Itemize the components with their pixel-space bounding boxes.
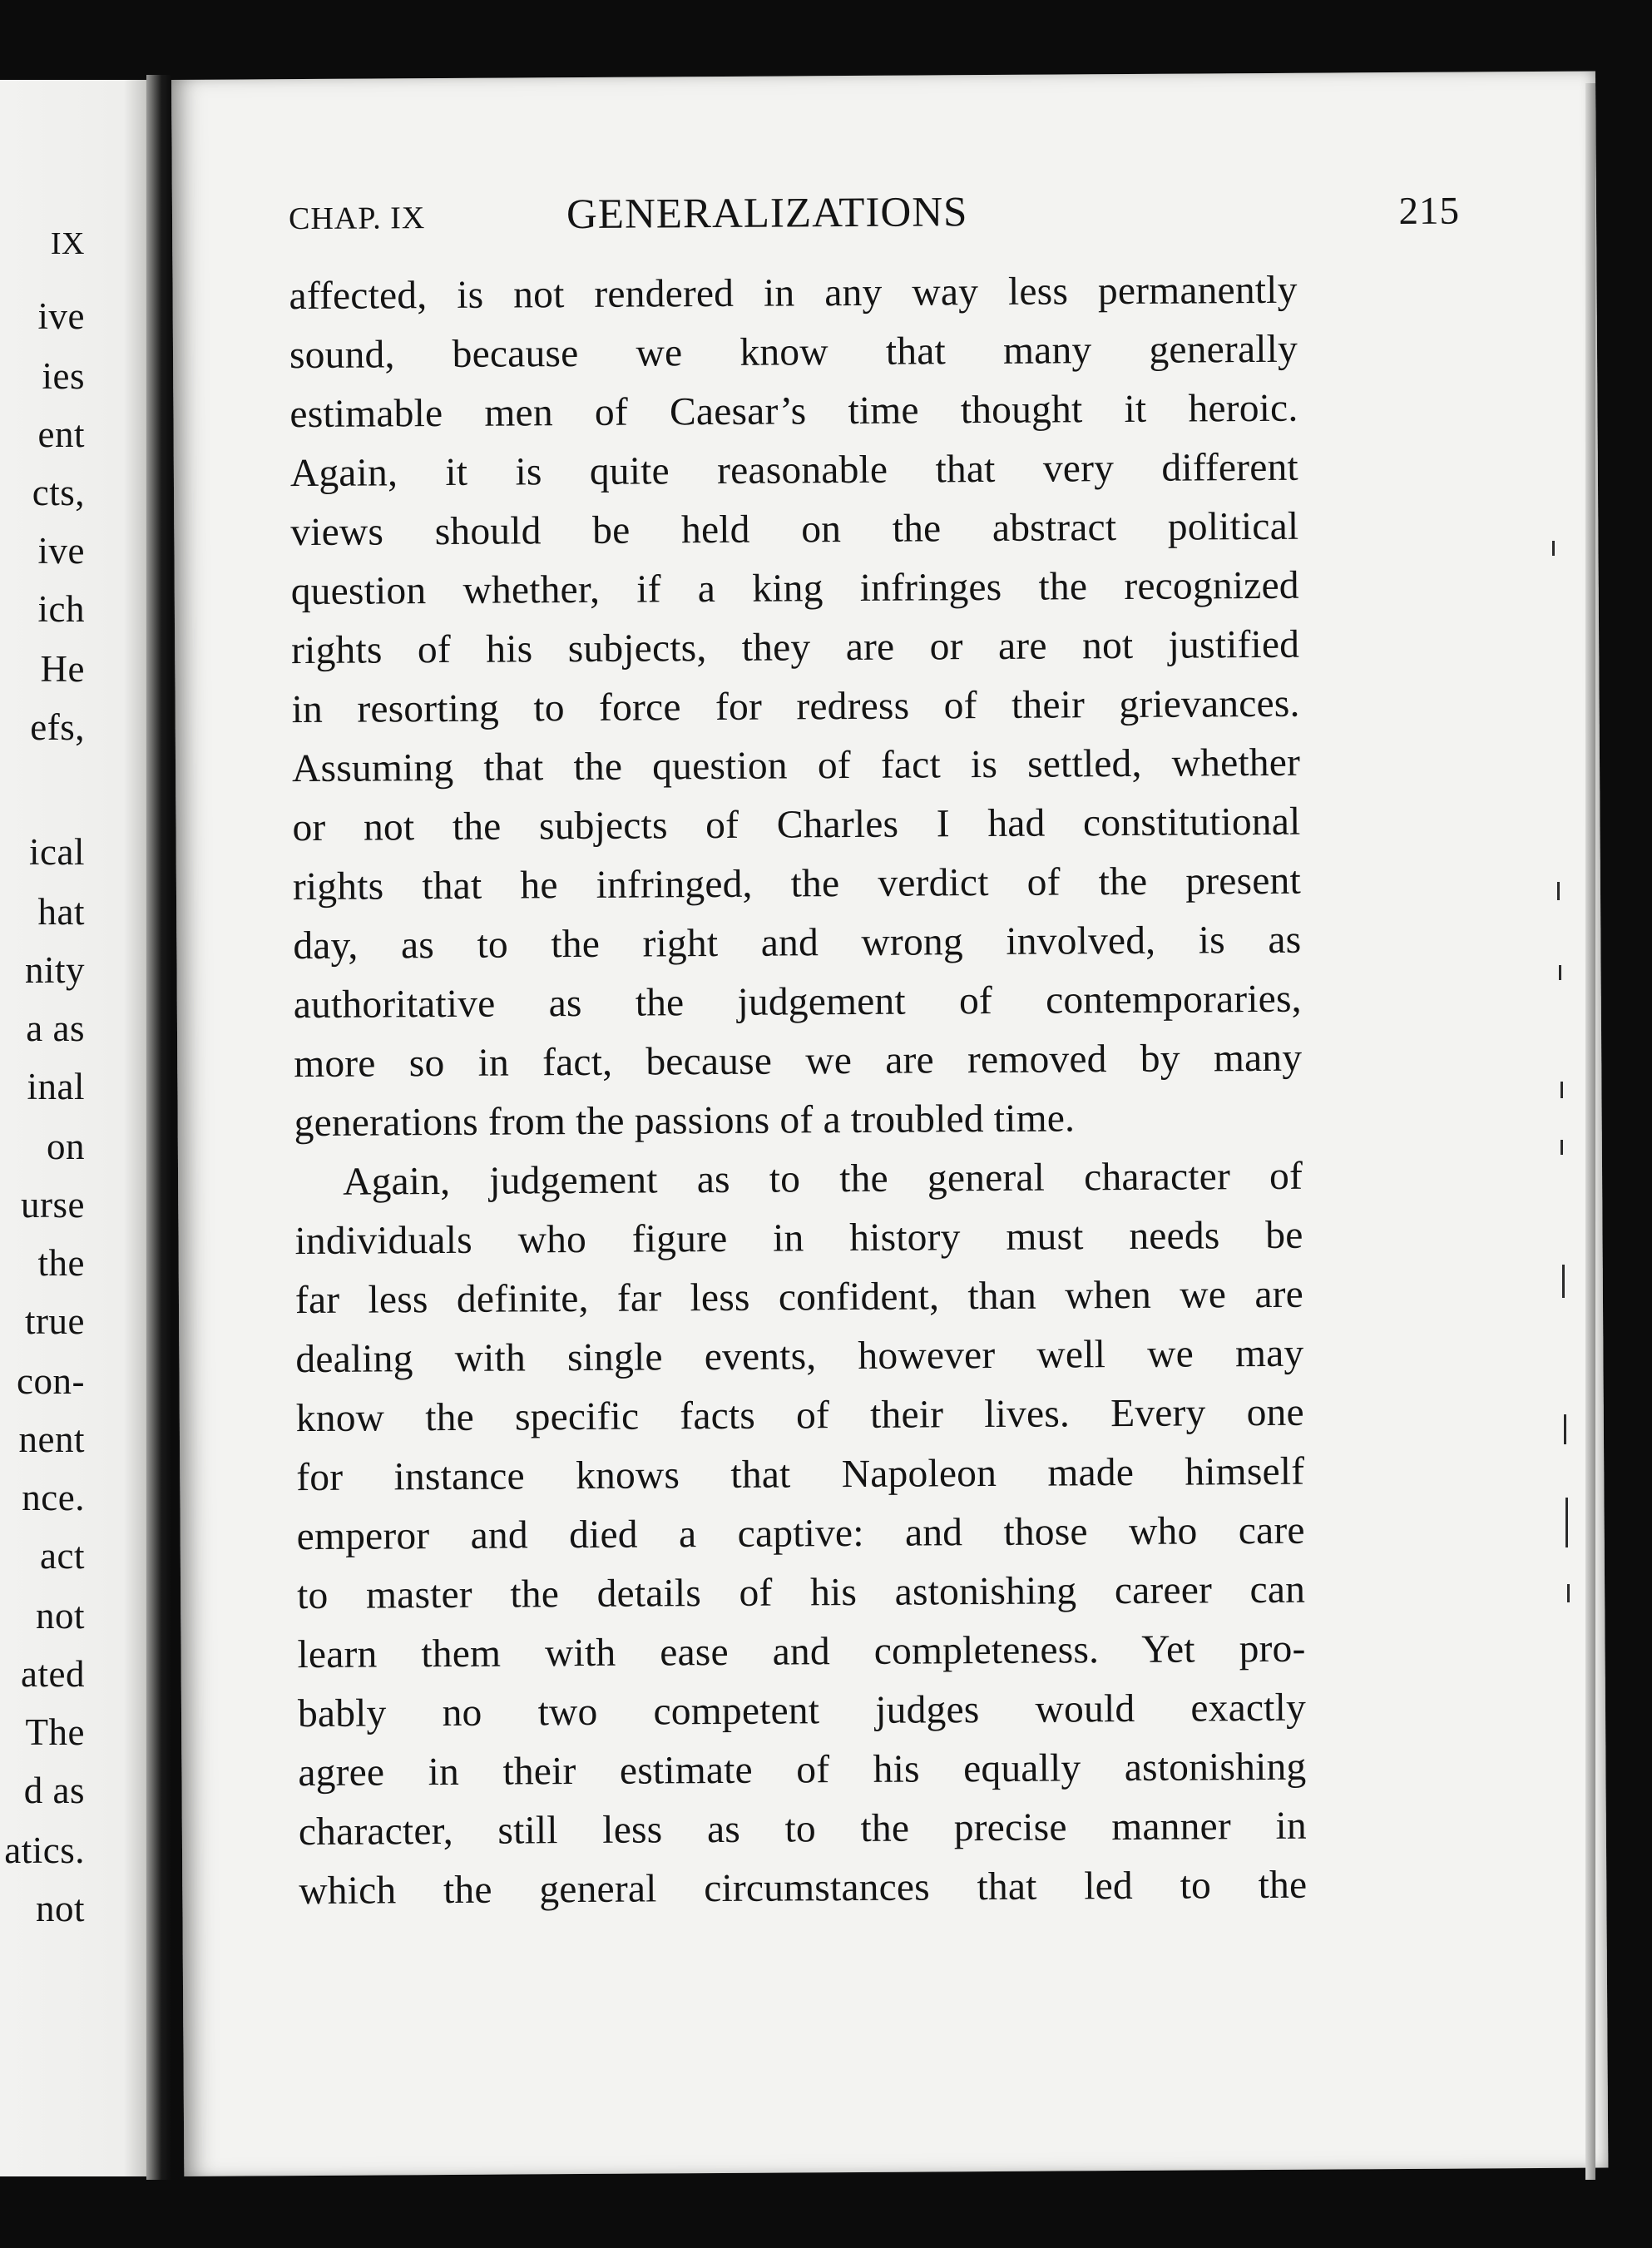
- text-line: Assuming that the question of fact is settled, whether: [291, 740, 1301, 791]
- text-line: rights of his subjects, they are or are not justified: [291, 622, 1300, 673]
- left-fragment: ated: [21, 1653, 85, 1695]
- text-line: emperor and died a captive: and those who care: [296, 1508, 1305, 1559]
- previous-page-fragment: [0, 80, 155, 2176]
- text-line: character, still less as to the precise manner in: [298, 1804, 1308, 1854]
- left-fragment: ical: [29, 831, 85, 873]
- left-fragment: d as: [23, 1770, 85, 1811]
- text-line: question whether, if a king infringes the recognized: [290, 563, 1299, 614]
- scan-speck: [1559, 965, 1561, 980]
- running-head: [289, 186, 1460, 243]
- text-line: affected, is not rendered in any way less permanently: [289, 268, 1298, 319]
- text-line: know the specific facts of their lives. Every one: [295, 1390, 1304, 1441]
- left-fragment: a as: [26, 1008, 85, 1049]
- text-line: more so in fact, because we are removed by many: [294, 1036, 1303, 1087]
- scan-speck: [1557, 882, 1560, 900]
- left-fragment: atics.: [4, 1830, 85, 1871]
- text-line: far less definite, far less confident, than when we are: [294, 1272, 1304, 1323]
- text-line: to master the details of his astonishing career can: [296, 1567, 1306, 1618]
- text-line: Again, it is quite reasonable that very different: [289, 445, 1299, 496]
- left-fragment: inal: [27, 1066, 85, 1107]
- text-line: for instance knows that Napoleon made himself: [296, 1449, 1305, 1500]
- text-line: or not the subjects of Charles I had constitutional: [292, 800, 1301, 850]
- page-body: [289, 261, 1307, 1921]
- paragraph: [294, 1147, 1308, 1921]
- text-line: which the general circumstances that led to the: [299, 1863, 1308, 1914]
- left-fragment: He: [40, 648, 85, 690]
- left-fragment: on: [47, 1126, 85, 1167]
- chapter-label: CHAP. IX: [288, 201, 426, 237]
- chapter-title: GENERALIZATIONS: [566, 189, 968, 239]
- left-fragment: cts,: [32, 472, 85, 513]
- left-fragment: nity: [24, 949, 85, 991]
- text-line: generations from the passions of a troubled time.: [294, 1097, 1076, 1146]
- text-line: rights that he infringed, the verdict of the present: [292, 859, 1302, 909]
- scan-speck: [1565, 1498, 1568, 1547]
- left-fragment: nce.: [22, 1477, 85, 1518]
- left-fragment: con-: [17, 1360, 85, 1402]
- scan-speck: [1552, 541, 1555, 556]
- text-line: authoritative as the judgement of contemporaries,: [293, 977, 1302, 1027]
- text-line: learn them with ease and completeness. Yet pro-: [297, 1627, 1306, 1677]
- book-gutter-shadow: [146, 75, 171, 2180]
- scan-speck: [1564, 1414, 1566, 1444]
- text-line: in resorting to force for redress of their grievances.: [291, 681, 1300, 732]
- scan-speck: [1560, 1082, 1563, 1098]
- text-line: Again, judgement as to the general character of: [342, 1154, 1303, 1204]
- left-fragment: ies: [42, 355, 85, 397]
- text-line: individuals who figure in history must needs be: [294, 1213, 1303, 1264]
- page-number: 215: [1398, 189, 1461, 233]
- left-fragment: ich: [37, 588, 85, 630]
- left-fragment: not: [35, 1595, 85, 1636]
- left-fragment: ive: [37, 530, 85, 572]
- text-line: agree in their estimate of his equally astonishing: [298, 1745, 1307, 1795]
- left-fragment: true: [25, 1300, 85, 1342]
- left-fragment: efs,: [30, 706, 85, 748]
- left-fragment: not: [35, 1888, 85, 1929]
- text-line: bably no two competent judges would exactly: [297, 1686, 1307, 1736]
- left-fragment: urse: [21, 1184, 85, 1226]
- left-fragment: The: [25, 1711, 85, 1753]
- left-fragment: hat: [37, 891, 85, 933]
- text-line: views should be held on the abstract political: [290, 504, 1299, 555]
- left-fragment: act: [40, 1535, 85, 1577]
- text-line: day, as to the right and wrong involved, is as: [293, 918, 1302, 968]
- paragraph: [289, 261, 1302, 1153]
- text-line: sound, because we know that many generally: [289, 327, 1298, 378]
- left-fragment: the: [37, 1242, 85, 1284]
- left-fragment: nent: [18, 1419, 85, 1460]
- scan-speck: [1560, 1140, 1563, 1155]
- scan-speck: [1562, 1265, 1565, 1298]
- book-page: [171, 72, 1608, 2176]
- text-line: dealing with single events, however well we may: [295, 1331, 1304, 1382]
- text-line: estimable men of Caesar’s time thought it heroic.: [289, 386, 1298, 437]
- left-fragment: IX: [50, 226, 85, 261]
- left-fragment: ent: [37, 413, 85, 455]
- left-fragment: ive: [37, 295, 85, 337]
- page-edge: [1585, 83, 1595, 2180]
- scan-speck: [1567, 1584, 1570, 1602]
